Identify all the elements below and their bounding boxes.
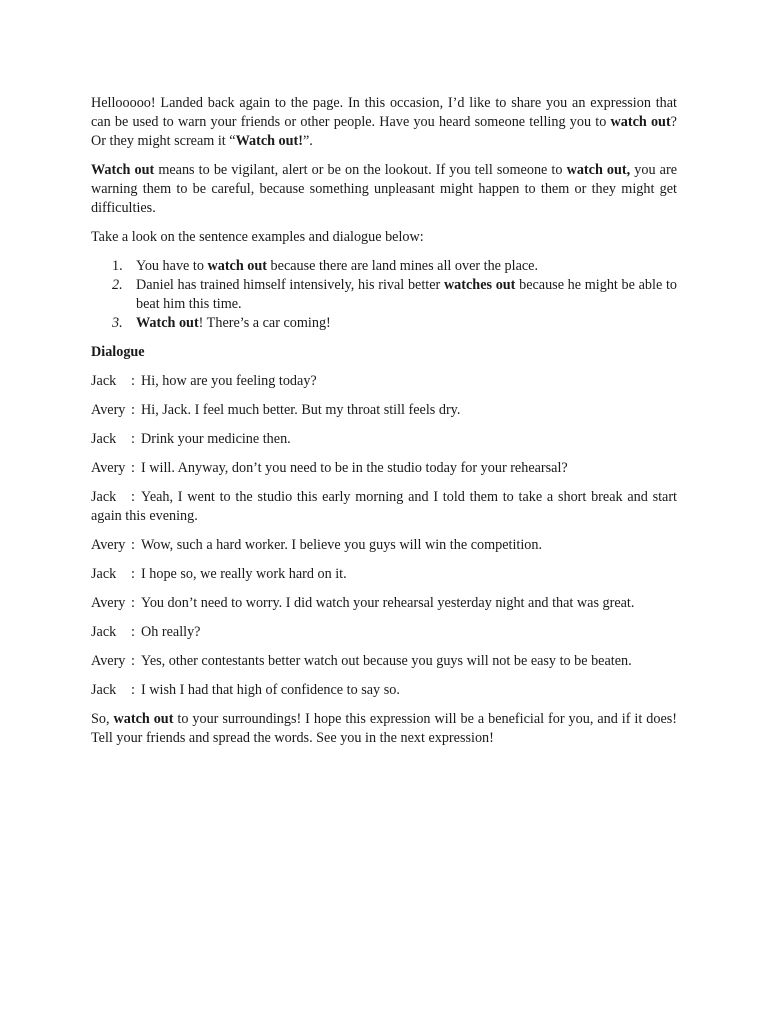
dialogue-text: Hi, Jack. I feel much better. But my throat still feels dry. [141, 402, 461, 418]
example-bold: Watch out [136, 315, 199, 331]
intro-paragraph [91, 94, 677, 151]
dialogue-line [91, 430, 677, 449]
dialogue-colon: : [131, 460, 135, 476]
dialogue-speaker: Avery [91, 653, 126, 669]
dialogue-colon: : [131, 624, 135, 640]
dialogue-colon: : [131, 537, 135, 553]
dialogue-text: I will. Anyway, don’t you need to be in the studio today for your rehearsal? [141, 460, 568, 476]
dialogue-speaker: Avery [91, 402, 126, 418]
example-text-pre: You have to [136, 258, 208, 274]
dialogue-text: Oh really? [141, 624, 201, 640]
dialogue-speaker: Jack [91, 566, 117, 582]
dialogue-speaker: Jack [91, 431, 117, 447]
dialogue-text: You don’t need to worry. I did watch your rehearsal yesterday night and that was great. [141, 595, 635, 611]
example-number: 1. [112, 258, 123, 274]
dialogue-colon: : [131, 431, 135, 447]
intro-bold-1: watch out [610, 114, 671, 130]
examples-intro: Take a look on the sentence examples and dialogue below: [91, 229, 424, 245]
closing-bold-1: watch out [113, 711, 174, 727]
intro-text-3: ”. [302, 133, 313, 149]
dialogue-line [91, 565, 677, 584]
dialogue-speaker: Avery [91, 537, 126, 553]
dialogue-speaker: Avery [91, 460, 126, 476]
dialogue-speaker: Jack [91, 373, 117, 389]
dialogue-colon: : [131, 566, 135, 582]
dialogue-line [91, 681, 677, 700]
dialogue-text: Drink your medicine then. [141, 431, 291, 447]
definition-text-1: means to be vigilant, alert or be on the lookout. If you tell someone to [154, 162, 567, 178]
example-bold: watch out [207, 258, 267, 274]
dialogue-colon: : [131, 653, 135, 669]
dialogue-line [91, 652, 677, 671]
document-body [91, 94, 677, 758]
dialogue-text: Yes, other contestants better watch out because you guys will not be easy to be beaten. [141, 653, 632, 669]
dialogue-speaker: Jack [91, 682, 117, 698]
dialogue-colon: : [131, 682, 135, 698]
example-text-post: ! There’s a car coming! [198, 315, 331, 331]
dialogue-text: Wow, such a hard worker. I believe you guys will win the competition. [141, 537, 543, 553]
closing-text-2: to your surroundings! I hope this expression will be a beneficial for you, and if it does! Tell your friends and spread the words. See you in the next expression! [91, 711, 678, 746]
dialogue-colon: : [131, 373, 135, 389]
dialogue-colon: : [131, 402, 135, 418]
dialogue-heading: Dialogue [91, 344, 145, 360]
example-text-post: because he might be able to beat him this time. [136, 277, 677, 312]
dialogue-line [91, 594, 677, 613]
dialogue-colon: : [131, 489, 135, 505]
dialogue-line [91, 488, 677, 526]
intro-bold-2: Watch out! [235, 133, 303, 149]
definition-text-2: you are warning them to be careful, because something unpleasant might happen to them or they might get difficulties. [91, 162, 677, 216]
example-text-pre: Daniel has trained himself intensively, his rival better [136, 277, 444, 293]
dialogue-text: Yeah, I went to the studio this early morning and I told them to take a short break and start again this evening. [91, 489, 677, 524]
example-item [91, 276, 677, 314]
example-number: 2. [112, 277, 123, 293]
dialogue-speaker: Jack [91, 489, 117, 505]
dialogue-text: I wish I had that high of confidence to say so. [141, 682, 400, 698]
dialogue-text: Hi, how are you feeling today? [141, 373, 317, 389]
closing-text-1: So, [91, 711, 114, 727]
definition-paragraph [91, 161, 677, 218]
dialogue-speaker: Jack [91, 624, 117, 640]
example-text-post: because there are land mines all over the place. [267, 258, 539, 274]
examples-list [91, 257, 677, 333]
dialogue-speaker: Avery [91, 595, 126, 611]
dialogue-text: I hope so, we really work hard on it. [141, 566, 347, 582]
example-number: 3. [112, 315, 123, 331]
dialogue-colon: : [131, 595, 135, 611]
dialogue-line [91, 401, 677, 420]
dialogue-line [91, 372, 677, 391]
dialogue-line [91, 459, 677, 478]
definition-bold-2: watch out, [566, 162, 631, 178]
example-item [91, 257, 677, 276]
intro-text-1: Hellooooo! Landed back again to the page. In this occasion, I’d like to share you an expression that can be used to warn your friends or other people. Have you heard someone telling you to [91, 95, 677, 130]
dialogue-line [91, 623, 677, 642]
example-bold: watches out [443, 277, 516, 293]
dialogue-line [91, 536, 677, 555]
example-item [91, 314, 677, 333]
intro-text-2: ? Or they might scream it “ [91, 114, 677, 149]
definition-bold-1: Watch out [91, 162, 155, 178]
closing-paragraph [91, 710, 677, 748]
